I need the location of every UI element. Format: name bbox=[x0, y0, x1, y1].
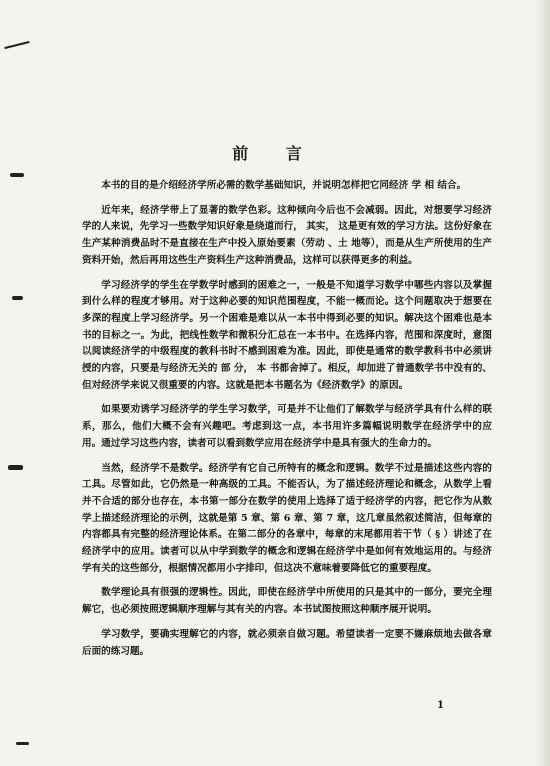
scan-mark bbox=[16, 742, 29, 745]
paragraph: 学习数学，要确实理解它的内容，就必须亲自做习题。希望读者一定要不嫌麻烦地去做各章后面的练习题。 bbox=[82, 628, 492, 657]
scan-mark bbox=[4, 41, 30, 49]
paragraph: 本书的目的是介绍经济学所必需的数学基础知识，并说明怎样把它同经济 学 相 结合。 bbox=[101, 180, 467, 191]
paragraph: 近年来，经济学带上了显著的数学色彩。这种倾向今后也不会减弱。因此，对想要学习经济学的人来说，先学习一些数学知识好象是绕道而行， 其实， 这是更有效的学习方法。这份好象在生产某种消费品时不是直接在生产中投入原始要素（劳动 、土 地等），而是从生产所使用的生产资料开始，然后再用这些生产资料生产这种消费品，这样可以获得更多的利益。 bbox=[82, 204, 492, 266]
scan-mark bbox=[10, 173, 24, 177]
page-title: 前 言 bbox=[232, 144, 318, 163]
paragraph: 数学理论具有很强的逻辑性。因此，即使在经济学中所使用的只是其中的一部分，要完全理解它，也必须按照逻辑顺序理解与其有关的内容。本书试图按照这种顺序展开说明。 bbox=[82, 587, 492, 616]
scan-mark bbox=[8, 465, 23, 470]
paragraph: 如果要劝诱学习经济学的学生学习数学，可是并不让他们了解数学与经济学具有什么样的联系，那么，他们大概不会有兴趣吧。考虑到这一点，本书用许多篇幅说明数学在经济学中的应用。通过学习这些内容，读者可以看到数学应用在经济学中是具有强大的生命力的。 bbox=[82, 404, 492, 449]
paragraph: 当然，经济学不是数学。经济学有它自己所特有的概念和逻辑。数学不过是描述这些内容的工具。尽管如此，它仍然是一种高级的工具。不能否认，为了描述经济理论和概念，从数学上看并不合适的部分也存在，本书第一部分在数学的使用上选择了适于经济学的内容，把它作为从数学上描述经济理论的示例，这就是第 5 章、第 6 章、第 7 章，这几章虽然叙述简洁，但每章的内容都具有完整的经济理论体系。在第二部分的各章中，每章的末尾都用若干节（ § ）讲述了在经济学中的应用。读者可以从中学到数学的概念和逻辑在经济学中是如何有效地运用的。与经济学有关的这些部分，根据情况都用小字排印，但这决不意味着要降低它的重要程度。 bbox=[82, 462, 492, 574]
page-number: 1 bbox=[437, 700, 444, 711]
scan-edge bbox=[536, 0, 550, 766]
preface-body bbox=[82, 178, 492, 668]
paragraph: 学习经济学的学生在学数学时感到的困难之一，一般是不知道学习数学中哪些内容以及掌握到什么样的程度才够用。对于这种必要的知识范围程度，不能一概而论。这个问题取决于想要在多深的程度上学习经济学。另一个困难是难以从一本书中得到必要的知识。解决这个困难也是本书的目标之一。为此，把线性数学和微积分汇总在一本书中。在选择内容，范围和深度时，意图以阅读经济学的中级程度的教科书时不感到困难为准。因此，即使是通常的数学教科书中必须讲授的内容，只要是与经济无关的 部 分， 本 书都舍掉了。相反，却加进了普通数学书中没有的、但对经济学来说又很重要的内容。这就是把本书题名为《经济数学》的原因。 bbox=[82, 279, 492, 391]
scan-mark bbox=[12, 296, 23, 300]
